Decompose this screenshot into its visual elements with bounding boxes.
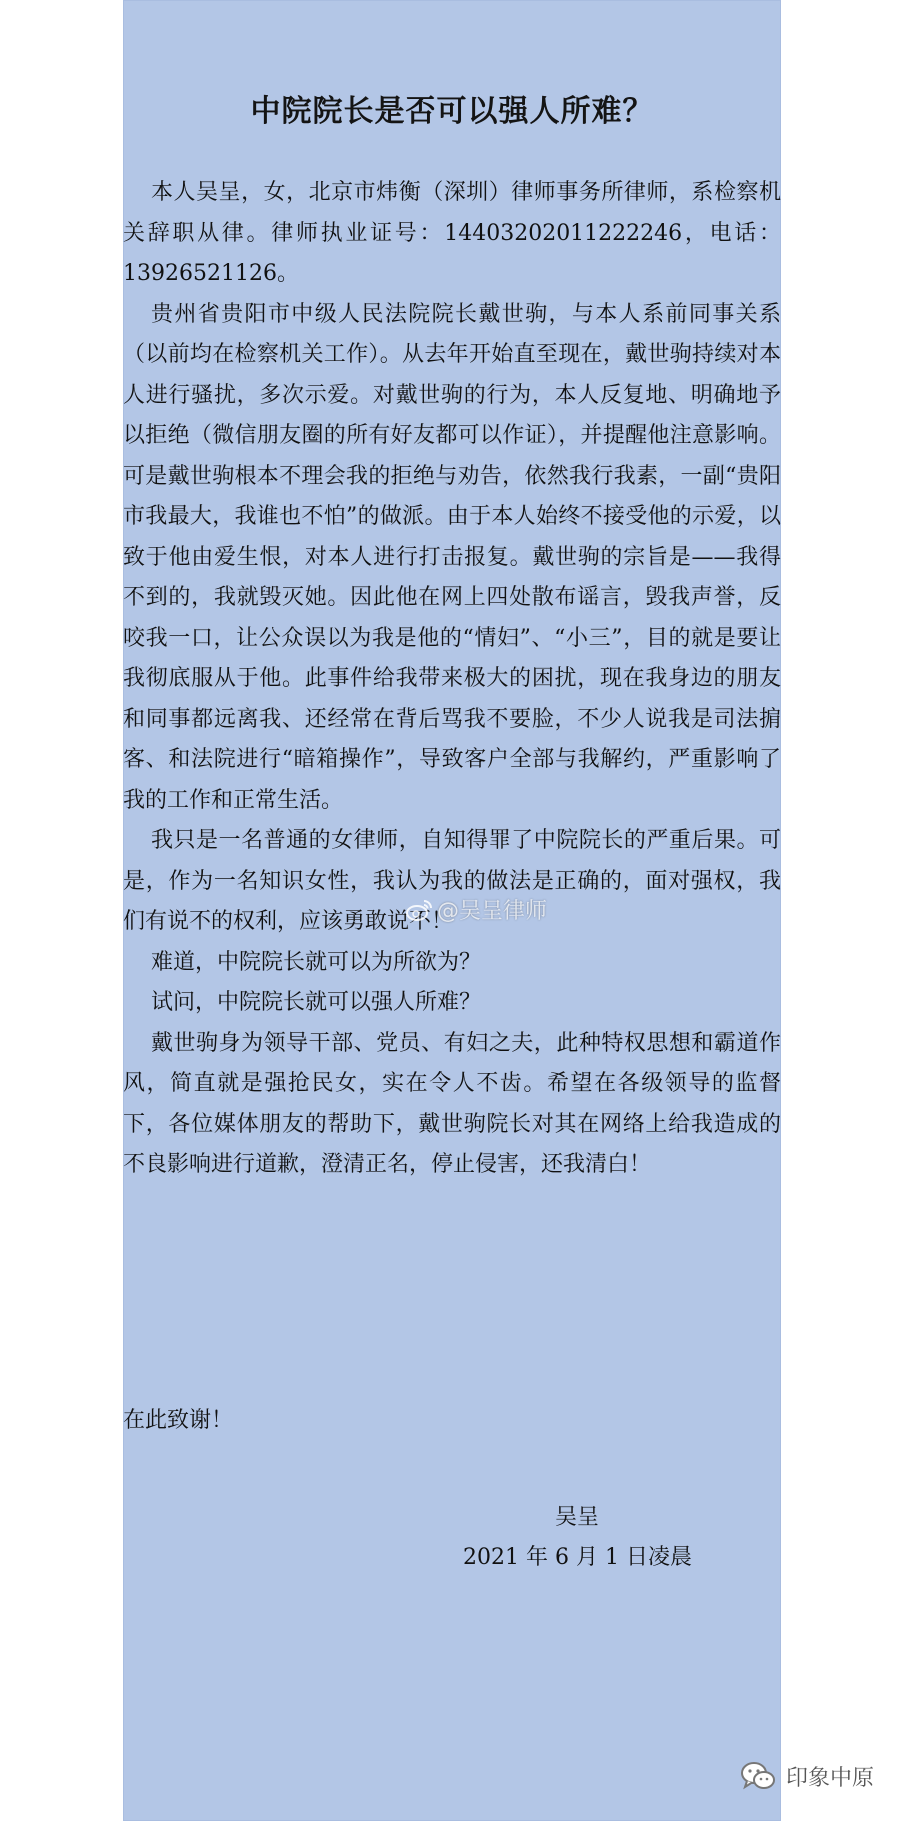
wechat-icon <box>740 1760 776 1792</box>
paragraph-account: 贵州省贵阳市中级人民法院院长戴世驹，与本人系前同事关系（以前均在检察机关工作）。从去年开始直至现在，戴世驹持续对本人进行骚扰，多次示爱。对戴世驹的行为，本人反复地、明确地予以拒绝（微信朋友圈的所有好友都可以作证），并提醒他注意影响。可是戴世驹根本不理会我的拒绝与劝告，依然我行我素，一副“贵阳市我最大，我谁也不怕”的做派。由于本人始终不接受他的示爱，以致于他由爱生恨，对本人进行打击报复。戴世驹的宗旨是——我得不到的，我就毁灭她。因此他在网上四处散布谣言，毁我声誉，反咬我一口，让公众误以为我是他的“情妇”、“小三”，目的就是要让我彻底服从于他。此事件给我带来极大的困扰，现在我身边的朋友和同事都远离我、还经常在背后骂我不要脸，不少人说我是司法掮客、和法院进行“暗箱操作”，导致客户全部与我解约，严重影响了我的工作和正常生活。 <box>123 301 781 813</box>
paragraph-introduction: 本人吴呈，女，北京市炜衡（深圳）律师事务所律师，系检察机关辞职从律。律师执业证号：14403202011222246，电话：13926521126。 <box>123 180 781 286</box>
document-body <box>123 173 781 1186</box>
wechat-account-brand <box>740 1760 874 1792</box>
paragraph-statement: 我只是一名普通的女律师，自知得罪了中院院长的严重后果。可是，作为一名知识女性，我认为我的做法是正确的，面对强权，我们有说不的权利，应该勇敢说不！ <box>123 828 781 934</box>
paragraph-appeal: 戴世驹身为领导干部、党员、有妇之夫，此种特权思想和霸道作风，简直就是强抢民女，实在令人不齿。希望在各级领导的监督下，各位媒体朋友的帮助下，戴世驹院长对其在网络上给我造成的不良影响进行道歉，澄清正名，停止侵害，还我清白！ <box>123 1030 781 1177</box>
signature-date: 2021 年 6 月 1 日凌晨 <box>463 1545 692 1570</box>
signature-name: 吴呈 <box>555 1505 600 1530</box>
closing-line: 在此致谢！ <box>123 1408 234 1433</box>
brand-text: 印象中原 <box>786 1765 875 1791</box>
watermark-text: @吴呈律师 <box>437 899 548 924</box>
document-page <box>123 0 781 1821</box>
document-title: 中院院长是否可以强人所难？ <box>250 94 654 129</box>
paragraph-question-1: 难道，中院院长就可以为所欲为？ <box>151 949 482 975</box>
paragraph-question-2: 试问，中院院长就可以强人所难？ <box>151 990 482 1015</box>
